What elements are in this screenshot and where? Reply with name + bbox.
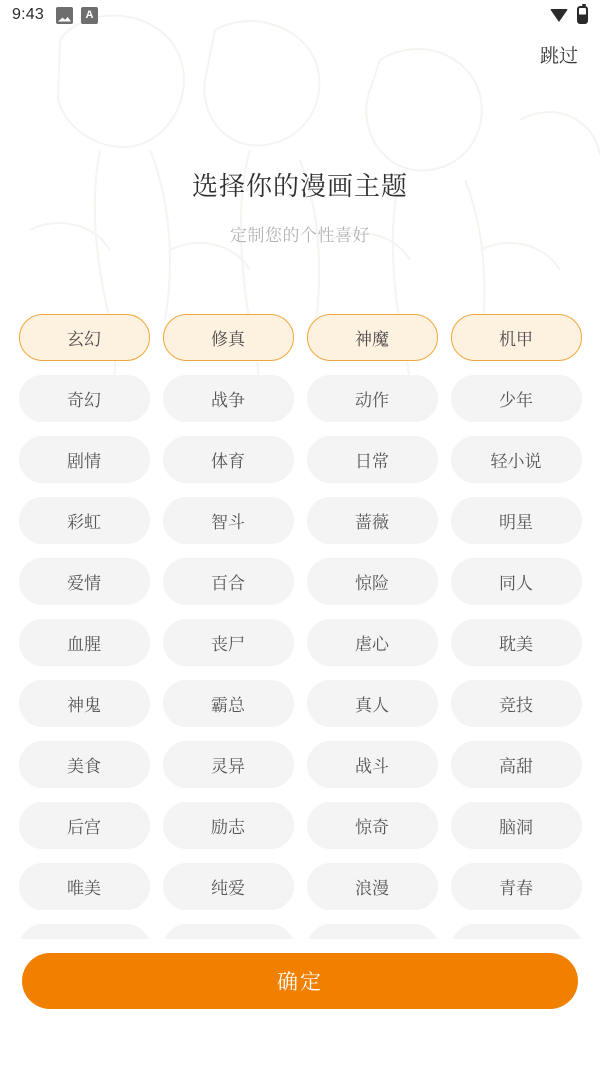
skip-button[interactable]: 跳过 [539, 45, 578, 67]
skip-row [0, 30, 600, 78]
bottom-action-bar [0, 945, 600, 1067]
wifi-icon [550, 9, 568, 22]
theme-tag[interactable] [451, 924, 582, 939]
theme-tag[interactable]: 惊奇 [307, 802, 438, 849]
theme-tag[interactable]: 竞技 [451, 680, 582, 727]
theme-tag[interactable]: 动作 [307, 375, 438, 422]
theme-tag[interactable]: 智斗 [163, 497, 294, 544]
theme-tag[interactable]: 少年 [451, 375, 582, 422]
theme-tag[interactable]: 修真 [163, 314, 294, 361]
theme-tag[interactable]: 浪漫 [307, 863, 438, 910]
theme-tag[interactable]: 纯爱 [163, 863, 294, 910]
page-title: 选择你的漫画主题 [191, 171, 408, 201]
theme-tag[interactable]: 青春 [451, 863, 582, 910]
theme-tag[interactable]: 彩虹 [19, 497, 150, 544]
theme-tag[interactable]: 丧尸 [163, 619, 294, 666]
theme-tag[interactable]: 唯美 [19, 863, 150, 910]
theme-tag[interactable]: 霸总 [163, 680, 294, 727]
status-left-icons [56, 7, 98, 24]
theme-tag[interactable]: 血腥 [19, 619, 150, 666]
photo-icon [56, 7, 73, 24]
theme-tag[interactable]: 耽美 [451, 619, 582, 666]
theme-tag[interactable]: 明星 [451, 497, 582, 544]
theme-tag[interactable]: 机甲 [451, 314, 582, 361]
theme-tag[interactable]: 战争 [163, 375, 294, 422]
theme-tag[interactable]: 后宫 [19, 802, 150, 849]
page-subtitle: 定制您的个性喜好 [230, 226, 370, 245]
theme-tag[interactable]: 真人 [307, 680, 438, 727]
theme-tag[interactable]: 美食 [19, 741, 150, 788]
theme-tag[interactable]: 战斗 [307, 741, 438, 788]
theme-tag[interactable]: 虐心 [307, 619, 438, 666]
theme-tag[interactable]: 体育 [163, 436, 294, 483]
status-bar [0, 0, 600, 30]
theme-tag[interactable]: 剧情 [19, 436, 150, 483]
theme-tag[interactable]: 神魔 [307, 314, 438, 361]
status-right-icons [550, 6, 588, 24]
app-letter-icon: A [81, 7, 98, 24]
theme-tag[interactable]: 百合 [163, 558, 294, 605]
status-clock: 9:43 [12, 6, 44, 23]
theme-tag[interactable] [307, 924, 438, 939]
theme-tag[interactable]: 玄幻 [19, 314, 150, 361]
theme-tag-grid [0, 314, 600, 939]
theme-tag[interactable]: 奇幻 [19, 375, 150, 422]
theme-tag[interactable]: 神鬼 [19, 680, 150, 727]
confirm-button[interactable]: 确定 [22, 953, 578, 1009]
header-titles [0, 166, 600, 246]
theme-tag[interactable]: 同人 [451, 558, 582, 605]
theme-tag[interactable]: 轻小说 [451, 436, 582, 483]
theme-tag[interactable]: 励志 [163, 802, 294, 849]
theme-tag[interactable] [19, 924, 150, 939]
theme-tag[interactable]: 蔷薇 [307, 497, 438, 544]
theme-tag-list[interactable] [0, 314, 600, 939]
battery-icon [577, 6, 588, 24]
theme-tag[interactable]: 爱情 [19, 558, 150, 605]
theme-tag[interactable]: 灵异 [163, 741, 294, 788]
theme-tag[interactable] [163, 924, 294, 939]
theme-tag[interactable]: 惊险 [307, 558, 438, 605]
theme-tag[interactable]: 高甜 [451, 741, 582, 788]
theme-tag[interactable]: 日常 [307, 436, 438, 483]
theme-tag[interactable]: 脑洞 [451, 802, 582, 849]
